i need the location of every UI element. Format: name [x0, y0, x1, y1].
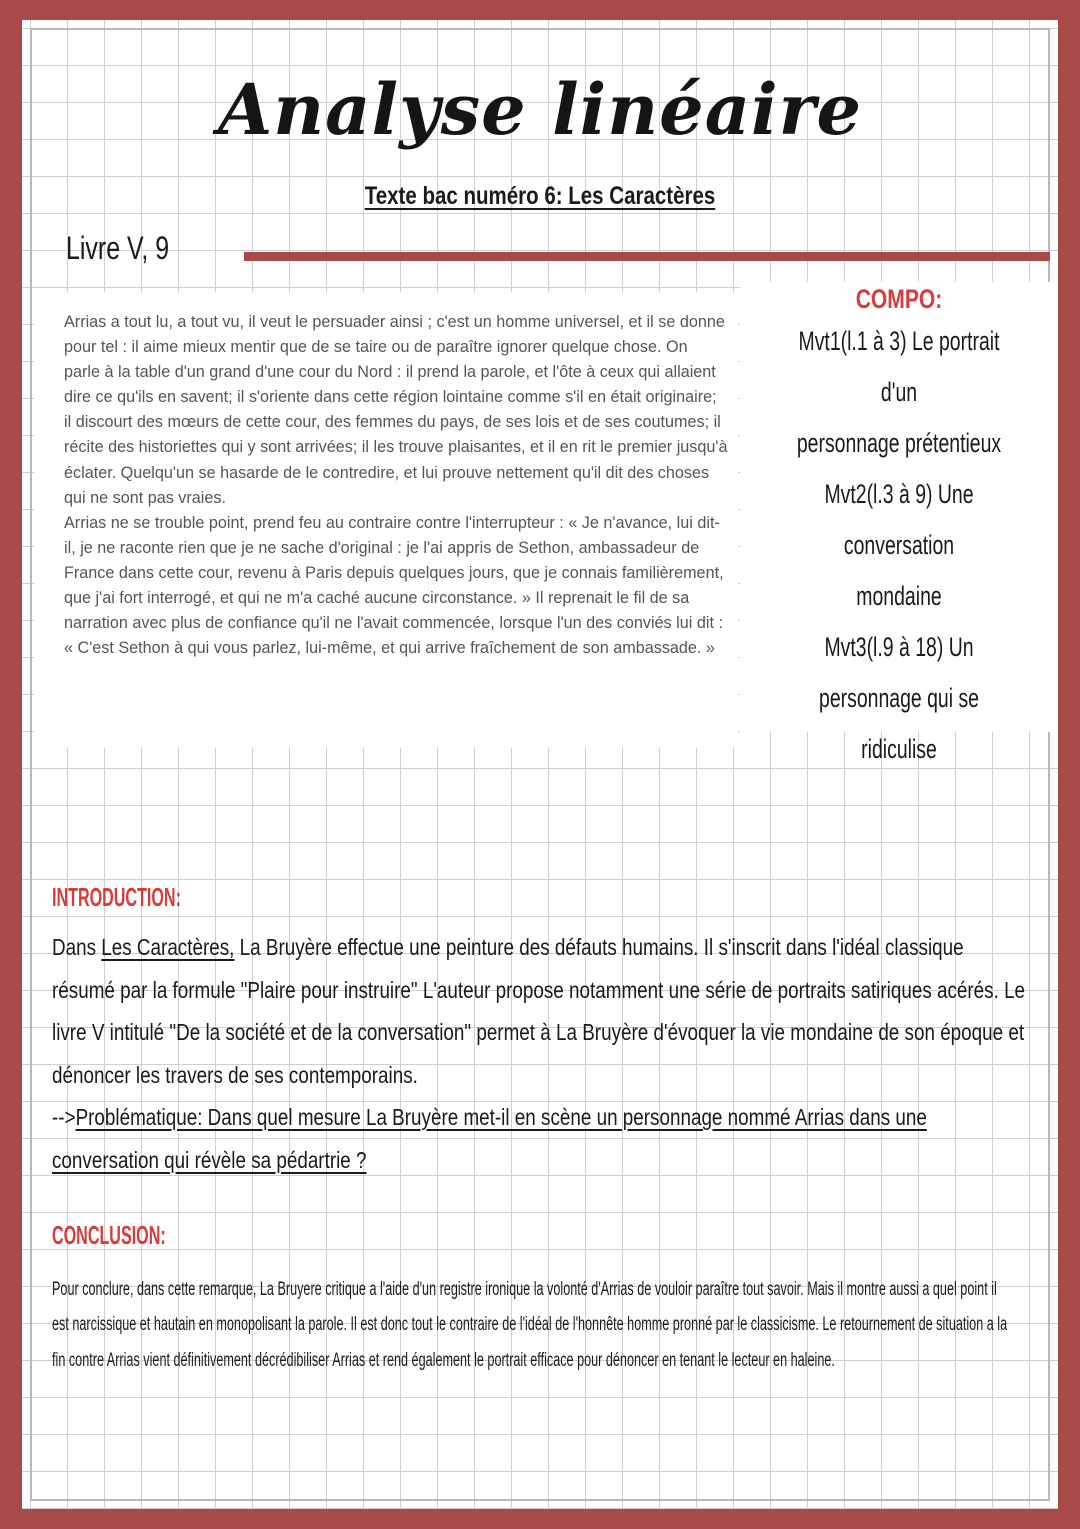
subtitle-text: Texte bac numéro 6: Les Caractères	[364, 182, 716, 210]
problematique: Problématique: Dans quel mesure La Bruyère met-il en scène un personnage nommé Arrias dans une conversation qui révèle sa pédartrie ?	[52, 1104, 927, 1173]
notebook-page	[22, 20, 1058, 1509]
mvt2-line-2: mondaine	[856, 581, 942, 611]
divider-bar	[244, 252, 1050, 261]
conclusion-heading: CONCLUSION:	[52, 1220, 166, 1250]
mvt1-line-1: Mvt1(l.1 à 3) Le portrait d'un	[798, 326, 1000, 407]
compo-title: COMPO:	[855, 284, 943, 314]
livre-label: Livre V, 9	[66, 230, 170, 266]
intro-body: La Bruyère effectue une peinture des défauts humains. Il s'inscrit dans l'idéal classique résumé par la formule "Plaire pour instruire" L'auteur propose notamment une série de portraits satiriques acérés. Le livre V intitulé "De la société et de la conversation" permet à La Bruyère d'évoquer la vie mondaine de son époque et dénoncer les travers de ses contemporains.	[52, 934, 1026, 1088]
page-title: Analyse linéaire	[217, 68, 863, 151]
arrow: -->	[52, 1104, 76, 1130]
mvt3-line-1: Mvt3(l.9 à 18) Un personnage qui se	[819, 632, 979, 713]
excerpt-paragraph-2: Arrias ne se trouble point, prend feu au contraire contre l'interrupteur : « Je n'avance, lui dit-il, je ne raconte rien que je ne sache d'original : je l'ai appris de Sethon, ambassadeur de France dans cette cour, revenu à Paris depuis quelques jours, que je connais familièrement, que j'ai fort interrogé, et qui ne m'a caché aucune circonstance. » Il reprenait le fil de sa narration avec plus de confiance qu'il ne l'avait commencée, lorsque l'un des conviés lui dit : « C'est Sethon à qui vous parlez, lui-même, et qui arrive fraîchement de son ambassade. »	[64, 513, 724, 658]
page-subtitle	[115, 182, 965, 211]
introduction-text	[52, 926, 1028, 1181]
text-excerpt	[34, 292, 738, 748]
conclusion-text: Pour conclure, dans cette remarque, La Bruyere critique a l'aide d'un registre ironique la volonté d'Arrias de vouloir paraître tout savoir. Mais il montre aussi a quel point il est narcissique et hautain en monopolisant la parole. Il est donc tout le contraire de l'idéal de l'honnête homme pronné par le classicisme. Le retournement de situation a la fin contre Arrias vient définitivement décrédibiliser Arrias et rend également le portrait efficace pour dénoncer en tenant le lecteur en haleine.	[52, 1279, 1008, 1371]
book-title: Les Caractères,	[101, 934, 235, 960]
mvt2-line-1: Mvt2(l.3 à 9) Une conversation	[824, 479, 974, 560]
compo-panel	[740, 282, 1058, 764]
introduction-heading: INTRODUCTION:	[52, 882, 181, 912]
intro-prefix: Dans	[52, 934, 102, 960]
excerpt-paragraph-1: Arrias a tout lu, a tout vu, il veut le persuader ainsi ; c'est un homme universel, et il se donne pour tel : il aime mieux mentir que de se taire ou de paraître ignorer quelque chose. On parle à la table d'un grand d'une cour du Nord : il prend la parole, et l'ôte à ceux qui allaient dire ce qu'ils en savent; il s'oriente dans cette région lointaine comme s'il en était originaire; il discourt des mœurs de cette cour, des femmes du pays, de ses lois et de ses coutumes; il récite des historiettes qui y sont arrivées; il les trouve plaisantes, et il en rit le premier jusqu'à éclater. Quelqu'un se hasarde de le contredire, et lui prouve nettement qu'il dit des choses qui ne sont pas vraies.	[64, 313, 728, 507]
mvt3-line-2: ridiculise	[861, 734, 937, 764]
mvt1-line-2: personnage prétentieux	[796, 428, 1002, 458]
